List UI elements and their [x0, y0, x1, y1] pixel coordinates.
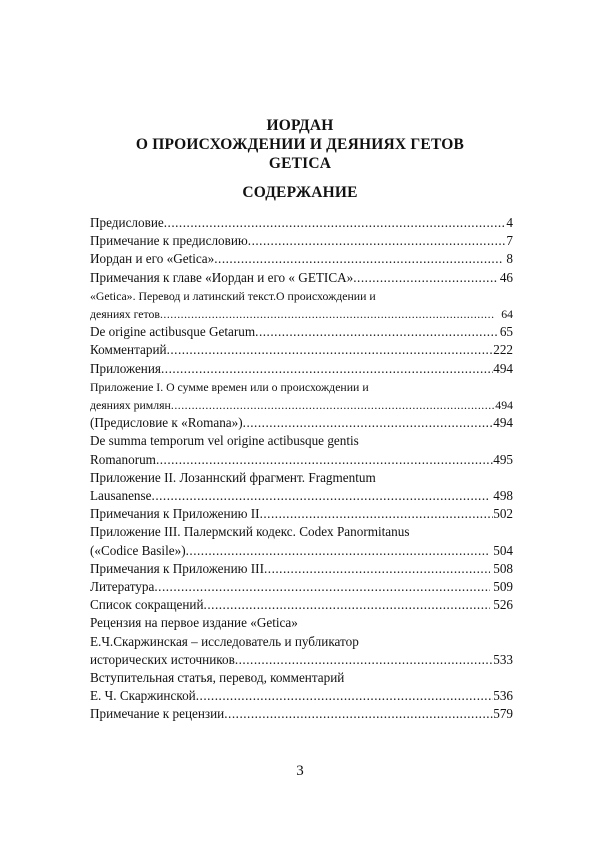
dot-leader	[264, 560, 490, 578]
toc-entry-label: (Предисловие к «Romana»)	[90, 415, 243, 431]
dot-leader	[160, 305, 495, 323]
toc-entry-lead: Приложение II. Лозаннский фрагмент. Fragmentum	[90, 469, 376, 485]
toc-entry	[90, 214, 513, 232]
toc-entry-label: исторических источников	[90, 651, 235, 667]
dot-leader	[224, 705, 493, 723]
toc-entry	[90, 432, 513, 468]
dot-leader	[235, 651, 493, 669]
toc-entry-page: 526	[489, 597, 513, 613]
toc-entry	[90, 360, 513, 378]
toc-entry	[90, 378, 513, 414]
toc-entry	[90, 560, 513, 578]
toc-entry-label: Romanorum	[90, 451, 156, 467]
toc-entry-page: 579	[493, 706, 513, 722]
dot-leader	[154, 578, 490, 596]
toc-entry	[90, 232, 513, 250]
toc-entry-label: Примечание к предисловию	[90, 233, 248, 249]
toc-entry-page: 504	[489, 542, 513, 558]
toc-entry	[90, 669, 513, 705]
toc-entry	[90, 505, 513, 523]
toc-entry-lead: Е.Ч.Скаржинская – исследователь и публикатор	[90, 633, 359, 649]
toc-entry-page: 498	[489, 488, 513, 504]
book-title: О ПРОИСХОЖДЕНИИ И ДЕЯНИЯХ ГЕТОВ	[135, 136, 465, 153]
dot-leader	[167, 341, 494, 359]
toc-entry	[90, 523, 513, 559]
toc-entry	[90, 287, 513, 323]
toc-entry-label: («Codice Basile»)	[90, 542, 186, 558]
dot-leader	[248, 232, 507, 250]
toc-entry	[90, 596, 513, 614]
toc-entry-label: Список сокращений	[90, 597, 204, 613]
toc-entry	[90, 341, 513, 359]
dot-leader	[152, 487, 490, 505]
dot-leader	[255, 323, 496, 341]
toc-entry-page: 494	[493, 360, 513, 376]
dot-leader	[260, 505, 494, 523]
toc-entry	[90, 250, 513, 268]
toc-entry-page: 533	[493, 651, 513, 667]
page-number: 3	[296, 763, 304, 779]
toc-entry-label: Комментарий	[90, 342, 167, 358]
toc-entry-label: Примечания к Приложению III	[90, 560, 264, 576]
toc-entry-label: Примечания к Приложению II	[90, 506, 260, 522]
toc-entry	[90, 578, 513, 596]
toc-entry-label: Иордан и его «Getica»	[90, 251, 215, 267]
toc-entry-page: 509	[489, 579, 513, 595]
toc-entry-label: Предисловие	[90, 215, 164, 230]
toc-entry-lead: «Getica». Перевод и латинский текст.О происхождении и	[90, 288, 376, 303]
dot-leader	[214, 250, 503, 268]
dot-leader	[171, 396, 495, 414]
dot-leader	[196, 687, 493, 705]
toc-entry	[90, 323, 513, 341]
dot-leader	[156, 451, 493, 469]
toc-entry-page: 46	[496, 269, 513, 285]
toc-entry-page: 508	[489, 560, 513, 576]
dot-leader	[243, 414, 494, 432]
dot-leader	[164, 214, 507, 232]
toc-entry-label: деяниях римлян	[90, 398, 171, 413]
toc-entry-page: 495	[493, 451, 513, 467]
toc-entry-label: De origine actibusque Getarum	[90, 324, 256, 340]
toc-entry-page: 64	[495, 307, 513, 322]
toc-entry	[90, 705, 513, 723]
toc-entry-label: деяниях гетов	[90, 307, 160, 322]
toc-entry-lead: Приложение III. Палермский кодекс. Codex Panormitanus	[90, 524, 410, 540]
toc-entry-page: 502	[493, 506, 513, 522]
book-subtitle: GETICA	[268, 155, 332, 172]
contents-heading: СОДЕРЖАНИЕ	[242, 184, 358, 201]
table-of-contents	[90, 214, 513, 724]
toc-entry-lead: De summa temporum vel origine actibusque gentis	[90, 433, 359, 449]
toc-entry-page: 8	[503, 251, 513, 267]
author-heading: ИОРДАН	[266, 117, 334, 134]
toc-entry-page: 494	[493, 415, 513, 431]
toc-entry-page: 494	[495, 398, 513, 413]
toc-entry-lead: Рецензия на первое издание «Getica»	[90, 615, 298, 631]
toc-entry-page: 65	[496, 324, 513, 340]
toc-entry-page: 536	[493, 688, 513, 704]
toc-entry	[90, 269, 513, 287]
toc-entry-page: 7	[506, 233, 513, 249]
toc-entry-label: Примечание к рецензии	[90, 706, 225, 722]
toc-entry-label: Е. Ч. Скаржинской	[90, 688, 196, 704]
dot-leader	[204, 596, 490, 614]
toc-entry	[90, 414, 513, 432]
toc-entry-page: 4	[506, 215, 513, 230]
toc-entry-lead: Вступительная статья, перевод, комментарий	[90, 670, 345, 686]
toc-entry	[90, 614, 513, 669]
dot-leader	[186, 542, 490, 560]
toc-entry-page: 222	[493, 342, 513, 358]
toc-entry-label: Литература	[90, 579, 155, 595]
toc-entry-label: Приложения	[90, 360, 161, 376]
toc-entry-label: Lausanense	[90, 488, 152, 504]
toc-entry-label: Примечания к главе «Иордан и его « GETICA»	[90, 269, 354, 285]
dot-leader	[353, 269, 496, 287]
dot-leader	[161, 360, 493, 378]
toc-entry-lead: Приложение I. О сумме времен или о происхождении и	[90, 379, 369, 394]
toc-entry	[90, 469, 513, 505]
